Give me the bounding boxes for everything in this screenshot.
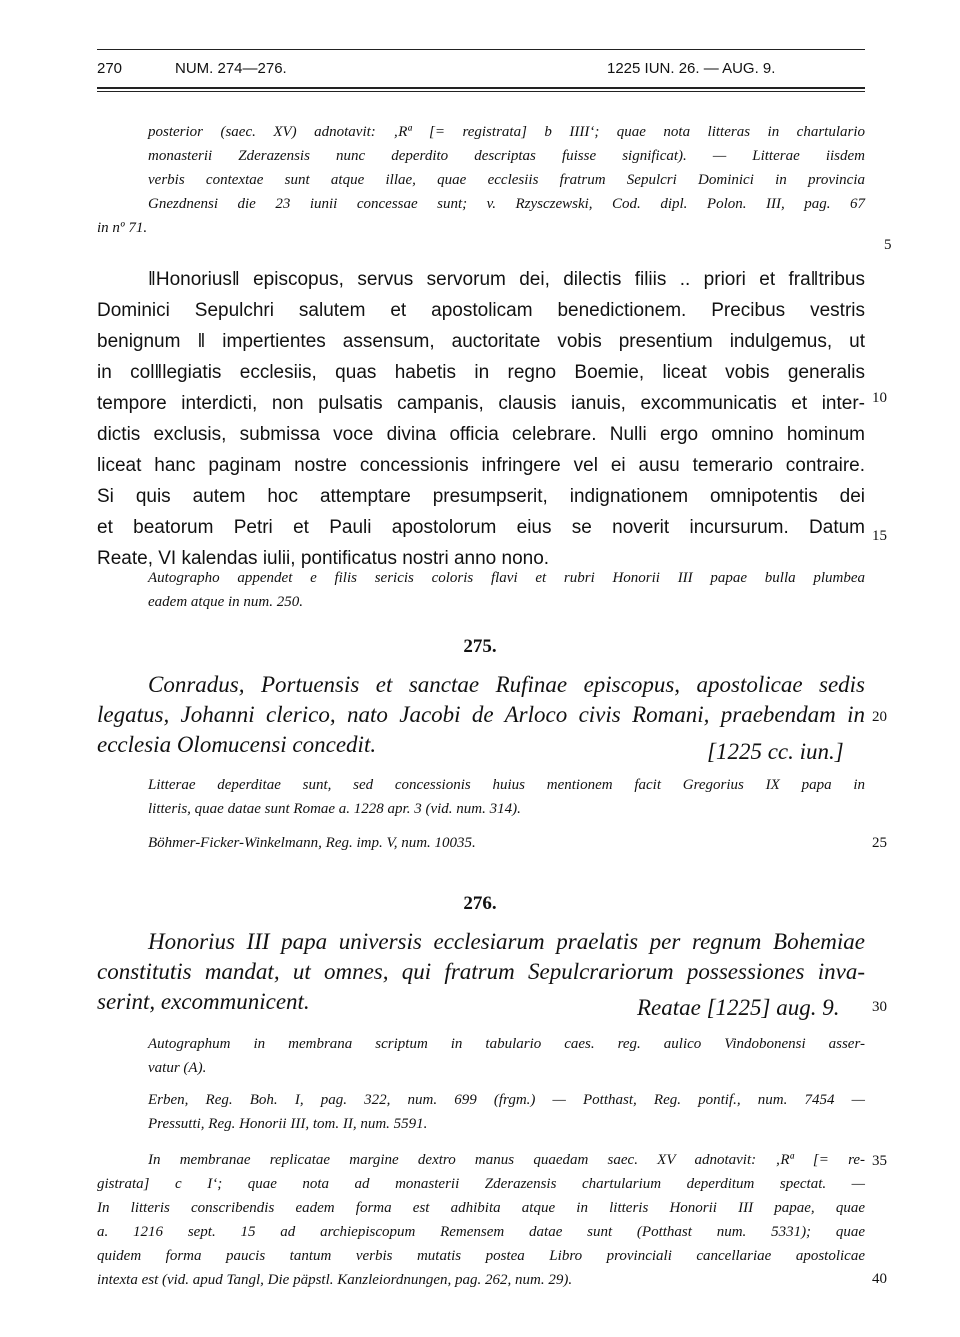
note-line: Böhmer-Ficker-Winkelmann, Reg. imp. V, num. 10035. — [148, 835, 476, 851]
regest-line: Conradus, Portuensis et sanctae Rufinae episcopus, apostolicae sedis — [148, 672, 865, 697]
note-line: Litterae deperditae sunt, sed concessionis huius mentionem facit Gregorius IX papa in — [148, 777, 865, 793]
note-line: Pressutti, Reg. Honorii III, tom. II, num. 5591. — [148, 1116, 428, 1132]
text-line: ‖Honorius‖ episcopus, servus servorum dei, dilectis filiis .. priori et fra‖tribus — [148, 269, 865, 290]
note-line: intexta est (vid. apud Tangl, Die päpstl. Kanzleiordnungen, pag. 262, num. 29). — [97, 1272, 573, 1288]
page-number: 270 — [97, 60, 123, 77]
document-number-275: 275. — [463, 636, 497, 657]
header-numbers: NUM. 274—276. — [175, 60, 287, 77]
note-line: verbis contextae sunt atque illae, quae ecclesiis fratrum Sepulcri Dominici in provincia — [148, 172, 865, 188]
line-number: 25 — [872, 835, 887, 851]
line-number: 40 — [872, 1271, 887, 1287]
document-number-276: 276. — [463, 893, 497, 914]
text-line: benignum ‖ impertientes assensum, auctoritate vobis presentium indulgemus, ut — [97, 331, 865, 352]
date-276: Reatae [1225] aug. 9. — [637, 995, 840, 1020]
line-number: 10 — [872, 390, 887, 406]
text-line: in col‖legiatis ecclesiis, quas habetis in regno Boemie, liceat vobis generalis — [97, 362, 865, 383]
text-line: liceat hanc paginam nostre concessionis infringere vel ei ausu temerario contraire. — [97, 455, 865, 476]
line-number: 20 — [872, 709, 887, 725]
regest-line: legatus, Johanni clerico, nato Jacobi de Arloco civis Romani, praebendam in — [97, 702, 865, 727]
header-double-rule — [97, 87, 865, 89]
line-number: 35 — [872, 1153, 887, 1169]
regest-line: serint, excommunicent. — [97, 989, 310, 1014]
note-line: In litteris conscribendis eadem forma est adhibita atque in litteris Honorii III papae, quae — [97, 1200, 865, 1216]
note-line: Gnezdnensi die 23 iunii concessae sunt; v. Rzysczewski, Cod. dipl. Polon. III, pag. 67 — [148, 196, 865, 212]
header-date-range: 1225 IUN. 26. — AUG. 9. — [607, 60, 776, 77]
note-line: Erben, Reg. Boh. I, pag. 322, num. 699 (frgm.) — Potthast, Reg. pontif., num. 7454 — — [148, 1092, 865, 1108]
running-header — [97, 60, 865, 84]
note-line: gistrata] c I‘; quae nota ad monasterii Zderazensis chartularium deperditum spectat. — — [97, 1176, 865, 1192]
note-line: vatur (A). — [148, 1060, 207, 1076]
header-top-rule — [97, 49, 865, 50]
text-line: dictis exclusis, submissa voce divina officia celebrare. Nulli ergo omnino hominum — [97, 424, 865, 445]
note-line: in nº 71. — [97, 220, 148, 236]
note-line: a. 1216 sept. 15 ad archiepiscopum Remensem datae sunt (Potthast num. 5331); quae — [97, 1224, 865, 1240]
note-line: eadem atque in num. 250. — [148, 594, 303, 610]
text-line: Si quis autem hoc attemptare presumpserit, indignationem omnipotentis dei — [97, 486, 865, 507]
text-line: Reate, VI kalendas iulii, pontificatus nostri anno nono. — [97, 548, 550, 569]
note-line: posterior (saec. XV) adnotavit: ‚Rª [= registrata] b IIII‘; quae nota litteras in chartulario — [148, 124, 865, 140]
note-line: litteris, quae datae sunt Romae a. 1228 apr. 3 (vid. num. 314). — [148, 801, 521, 817]
regest-line: Honorius III papa universis ecclesiarum praelatis per regnum Bohemiae — [148, 929, 865, 954]
note-line: Autographum in membrana scriptum in tabulario caes. reg. aulico Vindobonensi asser- — [148, 1036, 865, 1052]
line-number: 15 — [872, 528, 887, 544]
regest-line: constitutis mandat, ut omnes, qui fratrum Sepulcrariorum possessiones inva- — [97, 959, 865, 984]
text-line: et beatorum Petri et Pauli apostolorum eius se noverit incursurum. Datum — [97, 517, 865, 538]
line-number: 30 — [872, 999, 887, 1015]
text-line: tempore interdicti, non pulsatis campanis, clausis ianuis, excommunicatis et inter- — [97, 393, 865, 414]
date-275: [1225 cc. iun.] — [707, 739, 844, 764]
note-line: Autographo appendet e filis sericis coloris flavi et rubri Honorii III papae bulla plumbea — [148, 570, 865, 586]
header-double-rule-thin — [97, 91, 865, 92]
note-line: monasterii Zderazensis nunc deperdito descriptas fuisse significat). — Litterae iisdem — [148, 148, 865, 164]
note-line: In membranae replicatae margine dextro manus quaedam saec. XV adnotavit: ‚Rª [= re- — [148, 1152, 865, 1168]
note-line: quidem forma paucis tantum verbis mutatis postea Libro provinciali cancellariae apostolicae — [97, 1248, 865, 1264]
line-number: 5 — [884, 237, 892, 253]
regest-line: ecclesia Olomucensi concedit. — [97, 732, 377, 757]
text-line: Dominici Sepulchri salutem et apostolicam benedictionem. Precibus vestris — [97, 300, 865, 321]
